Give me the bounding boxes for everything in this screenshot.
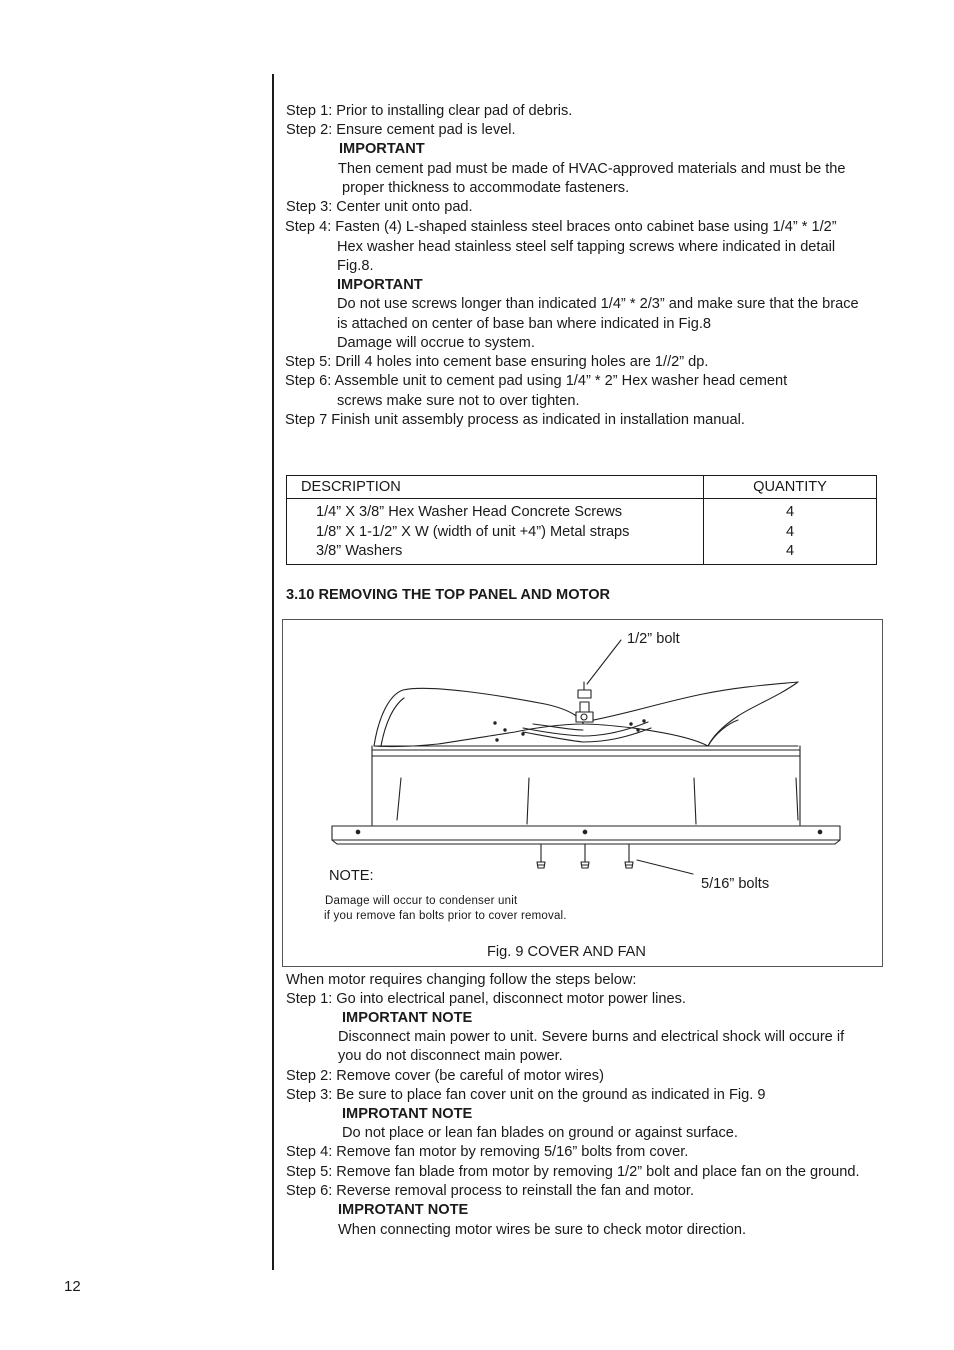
top-step-line: Step 3: Center unit onto pad.	[286, 199, 473, 215]
page-number: 12	[64, 1278, 81, 1295]
bottom-step-line: Step 4: Remove fan motor by removing 5/16” bolts from cover.	[286, 1144, 689, 1160]
table-cell-description: 1/8” X 1-1/2” X W (width of unit +4”) Metal straps	[316, 523, 630, 540]
important-note-heading: IMPROTANT NOTE	[338, 1202, 469, 1218]
top-step-line: Hex washer head stainless steel self tapping screws where indicated in detail	[337, 239, 836, 255]
figure-cover-and-fan	[282, 619, 883, 967]
important-note-heading: IMPORTANT NOTE	[342, 1010, 473, 1026]
section-title: 3.10 REMOVING THE TOP PANEL AND MOTOR	[286, 587, 611, 603]
top-step-line: Step 5: Drill 4 holes into cement base ensuring holes are 1//2” dp.	[285, 354, 709, 370]
table-cell-description: 1/4” X 3/8” Hex Washer Head Concrete Screws	[316, 504, 623, 520]
table-cell-description: 3/8” Washers	[316, 543, 403, 559]
table-cell-quantity: 4	[785, 504, 795, 520]
note-line: if you remove fan bolts prior to cover removal.	[324, 910, 567, 922]
important-heading: IMPORTANT	[339, 141, 425, 157]
table-cell-quantity: 4	[785, 543, 795, 559]
top-step-line: Step 1: Prior to installing clear pad of debris.	[286, 103, 573, 119]
table-header-description: DESCRIPTION	[287, 476, 704, 499]
bottom-step-line: Step 3: Be sure to place fan cover unit on the ground as indicated in Fig. 9	[286, 1087, 766, 1103]
bottom-step-line: Do not place or lean fan blades on ground or against surface.	[342, 1125, 738, 1141]
half-inch-bolt-label: 1/2” bolt	[627, 631, 680, 647]
note-heading: NOTE:	[329, 868, 374, 884]
top-step-line: Step 2: Ensure cement pad is level.	[286, 122, 516, 138]
table-header-quantity: QUANTITY	[704, 476, 877, 499]
top-step-line: is attached on center of base ban where indicated in Fig.8	[337, 316, 712, 332]
bottom-step-line: Step 2: Remove cover (be careful of motor wires)	[286, 1068, 604, 1084]
parts-table	[286, 475, 877, 565]
bottom-step-line: Disconnect main power to unit. Severe burns and electrical shock will occure if	[338, 1029, 845, 1045]
bottom-step-line: you do not disconnect main power.	[338, 1048, 563, 1064]
bottom-step-line: Step 5: Remove fan blade from motor by removing 1/2” bolt and place fan on the ground.	[286, 1164, 860, 1180]
margin-rule	[272, 74, 274, 1270]
five-sixteenths-bolts-label: 5/16” bolts	[701, 876, 770, 892]
important-note-heading: IMPROTANT NOTE	[342, 1106, 473, 1122]
top-step-line: screws make sure not to over tighten.	[337, 393, 580, 409]
top-step-line: Step 4: Fasten (4) L-shaped stainless steel braces onto cabinet base using 1/4” * 1/2”	[285, 219, 837, 235]
figure-caption: Fig. 9 COVER AND FAN	[487, 944, 646, 960]
note-line: Damage will occur to condenser unit	[325, 895, 518, 907]
top-step-line: proper thickness to accommodate fasteners.	[342, 180, 630, 196]
top-step-line: Do not use screws longer than indicated 1/4” * 2/3” and make sure that the brace	[337, 296, 859, 312]
bottom-step-line: When motor requires changing follow the steps below:	[286, 972, 637, 988]
top-step-line: Step 6: Assemble unit to cement pad using 1/4” * 2” Hex washer head cement	[285, 373, 788, 389]
description-column	[287, 499, 704, 565]
quantity-column	[704, 499, 877, 565]
bottom-step-line: Step 6: Reverse removal process to reinstall the fan and motor.	[286, 1183, 695, 1199]
top-step-line: Then cement pad must be made of HVAC-approved materials and must be the	[338, 161, 846, 177]
top-step-line: Damage will occrue to system.	[337, 335, 535, 351]
top-step-line: Fig.8.	[337, 258, 374, 274]
important-heading: IMPORTANT	[337, 277, 423, 293]
table-cell-quantity: 4	[785, 523, 795, 540]
top-step-line: Step 7 Finish unit assembly process as indicated in installation manual.	[285, 412, 745, 428]
bottom-step-line: Step 1: Go into electrical panel, disconnect motor power lines.	[286, 991, 686, 1007]
bottom-step-line: When connecting motor wires be sure to check motor direction.	[338, 1222, 746, 1238]
